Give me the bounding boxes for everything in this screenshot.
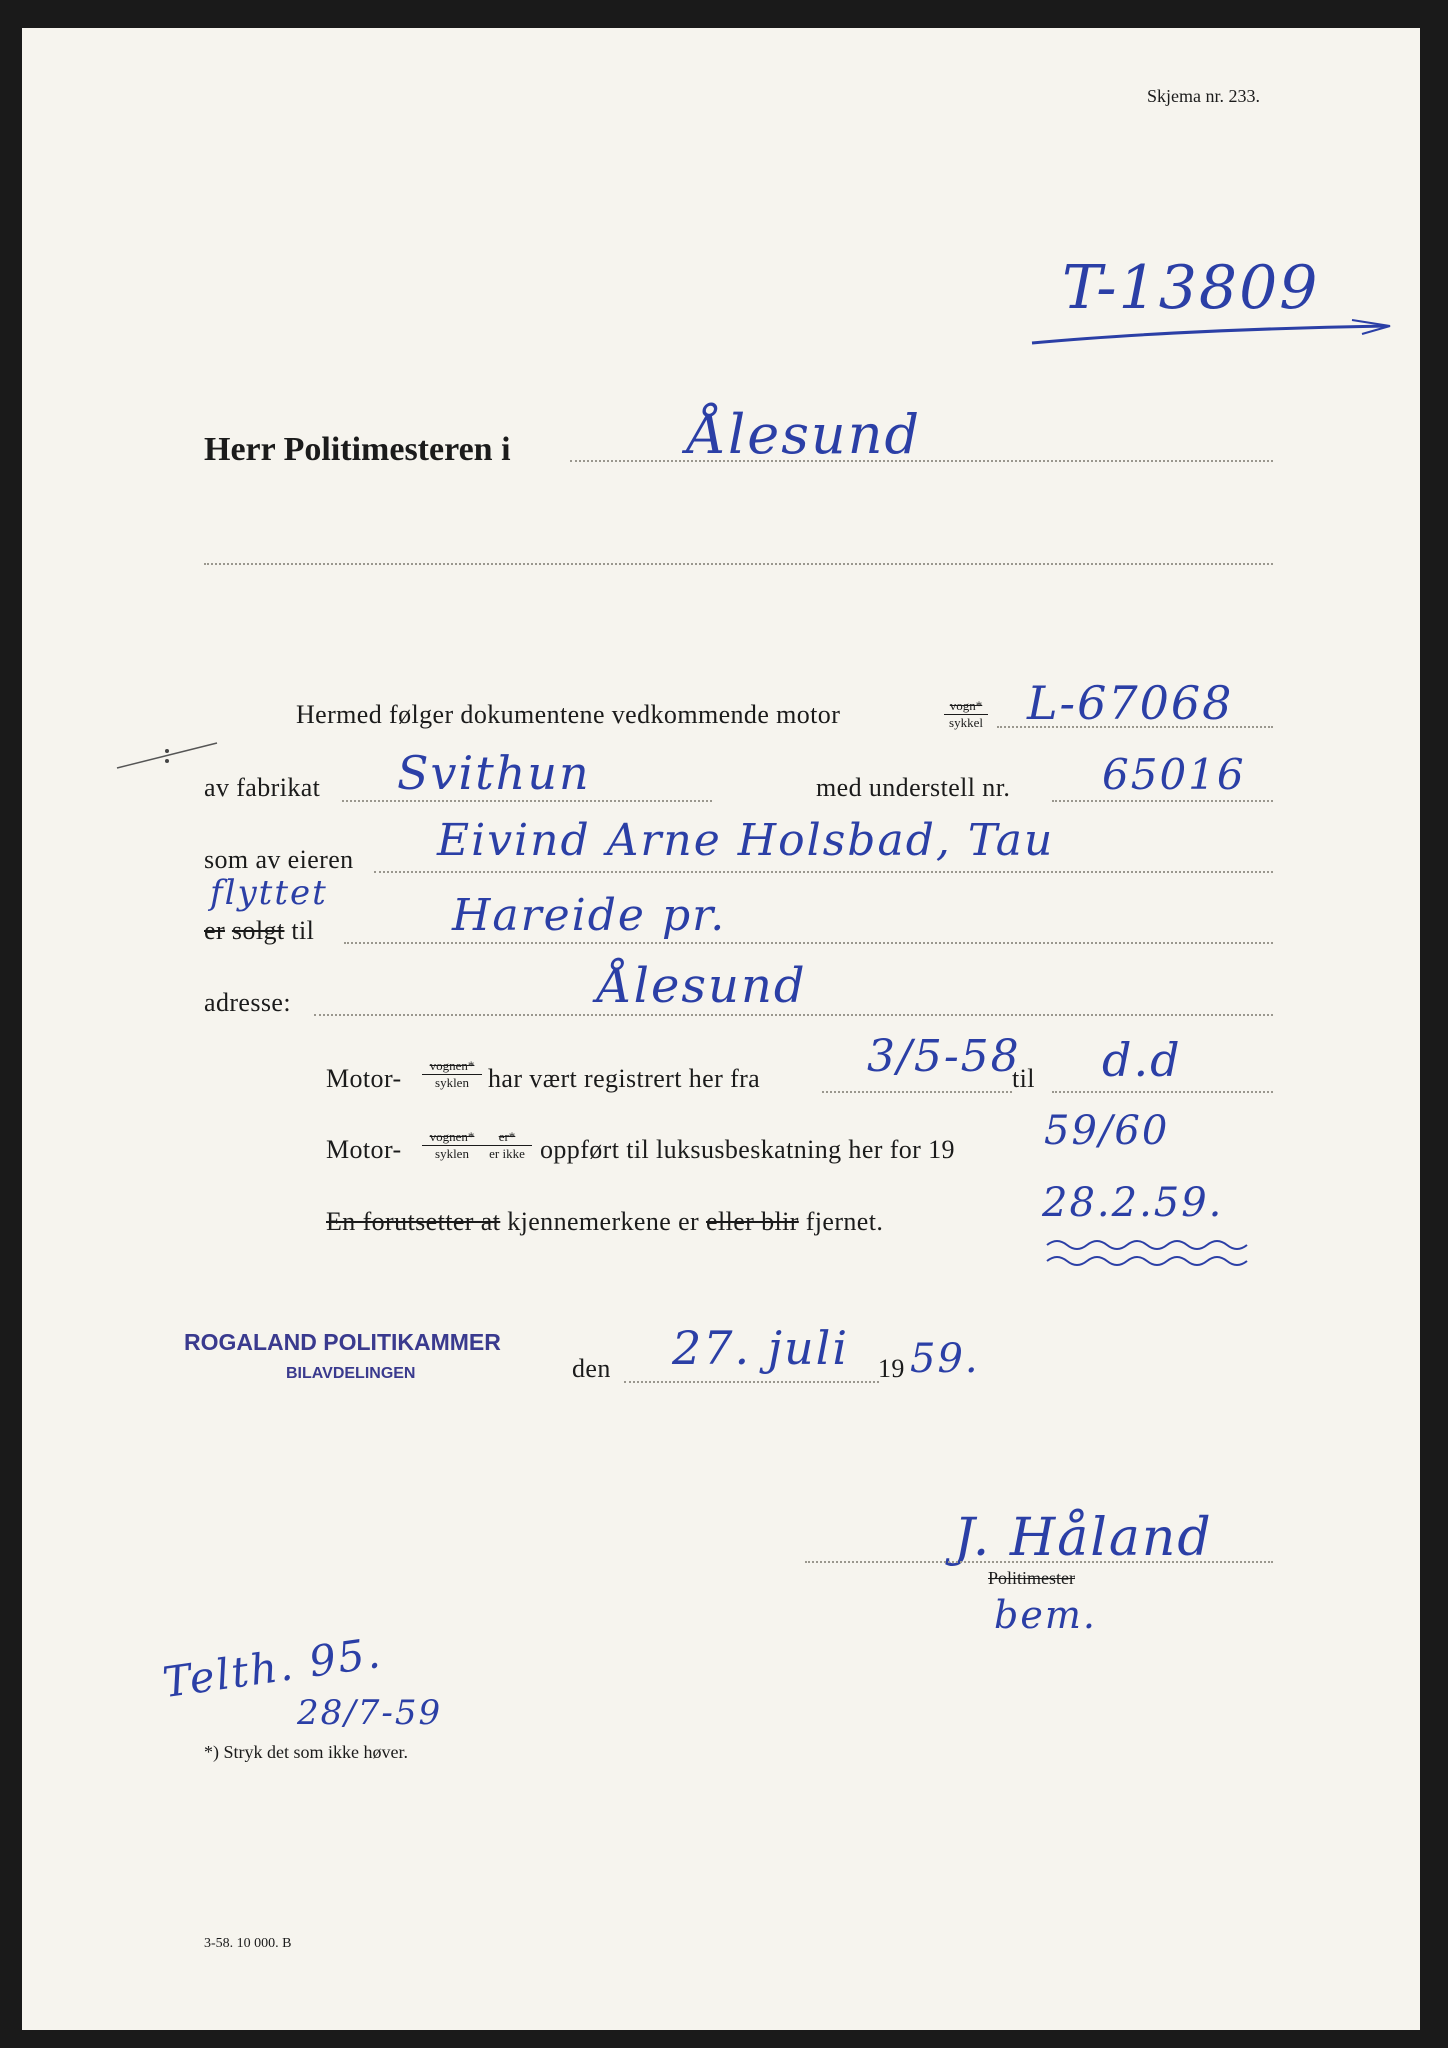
stamp-line-1: ROGALAND POLITIKAMMER (184, 1329, 501, 1355)
solgt-value: Hareide pr. (452, 890, 727, 941)
kjenne-line (326, 1207, 883, 1237)
lux-fraction (422, 1129, 482, 1162)
salutation-line (570, 460, 1273, 462)
reg-text: har vært registrert her fra (488, 1064, 761, 1093)
understell-label: med understell nr. (816, 773, 1011, 802)
margin-note-line-2: 28/7-59 (297, 1693, 443, 1733)
eier-line (374, 871, 1273, 873)
adresse-label: adresse: (204, 988, 291, 1017)
intro-fraction-bottom: sykkel (949, 715, 983, 730)
kjenne-struck-2: eller blir (706, 1207, 799, 1236)
lux-prefix: Motor- (326, 1135, 402, 1164)
signature: J. Håland (954, 1508, 1213, 1568)
intro-fraction (944, 698, 988, 731)
reg-fraction-top: vognen* (422, 1058, 482, 1075)
reg-from-value: 3/5-58 (867, 1031, 1021, 1082)
solgt-suffix: til (291, 916, 315, 945)
reg-til: til (1012, 1064, 1035, 1093)
intro-text: Hermed følger dokumentene vedkommende motor (296, 700, 841, 729)
stamp-line-2: BILAVDELINGEN (286, 1365, 416, 1382)
kjenne-text: kjennemerkene er (507, 1207, 700, 1236)
reg-fraction (422, 1058, 482, 1091)
signature-note: bem. (994, 1593, 1097, 1637)
reg-prefix: Motor- (326, 1064, 402, 1093)
salutation: Herr Politimesteren i (204, 431, 511, 468)
reg-fraction-bottom: syklen (435, 1075, 469, 1090)
fabrikat-label: av fabrikat (204, 773, 321, 802)
eier-value: Eivind Arne Holsbad, Tau (437, 815, 1055, 866)
margin-note-line-1: Telth. 95. (159, 1627, 385, 1708)
registration-value: L-67068 (1027, 676, 1234, 730)
lux-fraction-2-top: er* (482, 1129, 532, 1146)
den-label: den (572, 1354, 611, 1383)
fabrikat-line (342, 800, 712, 802)
kjenne-struck: En forutsetter at (326, 1207, 501, 1236)
lux-fraction-2 (482, 1129, 532, 1162)
understell-value: 65016 (1102, 750, 1246, 799)
form-page (22, 28, 1420, 2030)
signature-title: Politimester (988, 1568, 1075, 1588)
date-line (624, 1381, 879, 1383)
lux-fraction-top: vognen* (422, 1129, 482, 1146)
footnote: *) Stryk det som ikke høver. (204, 1742, 408, 1762)
form-number: Skjema nr. 233. (1147, 86, 1260, 106)
year-value: 59. (910, 1336, 980, 1382)
kjenne-end: fjernet. (805, 1207, 884, 1236)
signature-line (805, 1561, 1273, 1563)
date-value: 27. juli (672, 1321, 850, 1375)
reg-to-line (1052, 1091, 1273, 1093)
reg-to-value: d.d (1102, 1033, 1182, 1087)
lux-fraction-bottom: syklen (435, 1146, 469, 1161)
blank-line (204, 563, 1273, 565)
understell-line (1052, 800, 1273, 802)
margin-mark (112, 733, 222, 773)
reference-underline (1022, 318, 1402, 358)
reg-from-line (822, 1091, 1012, 1093)
solgt-handwritten: flyttet (210, 873, 328, 913)
solgt-prefix: er (204, 916, 225, 945)
salutation-value: Ålesund (687, 403, 922, 466)
kjenne-squiggle (1042, 1233, 1252, 1273)
fabrikat-value: Svithun (397, 746, 591, 800)
solgt-label (204, 916, 314, 946)
kjenne-value: 28.2.59. (1042, 1180, 1224, 1226)
eier-label: som av eieren (204, 845, 354, 874)
lux-value: 59/60 (1044, 1108, 1170, 1154)
lux-text: oppført til luksusbeskatning her for 19 (540, 1135, 955, 1164)
solgt-struck: solgt (231, 916, 285, 945)
print-code: 3-58. 10 000. B (204, 1936, 292, 1951)
intro-fraction-top: vogn* (944, 698, 988, 715)
lux-fraction-2-bottom: er ikke (489, 1146, 525, 1161)
reference-number: T-13809 (1062, 253, 1320, 323)
adresse-value: Ålesund (597, 958, 807, 1014)
year-prefix: 19 (878, 1354, 905, 1383)
adresse-line (314, 1014, 1273, 1016)
solgt-line (344, 942, 1273, 944)
